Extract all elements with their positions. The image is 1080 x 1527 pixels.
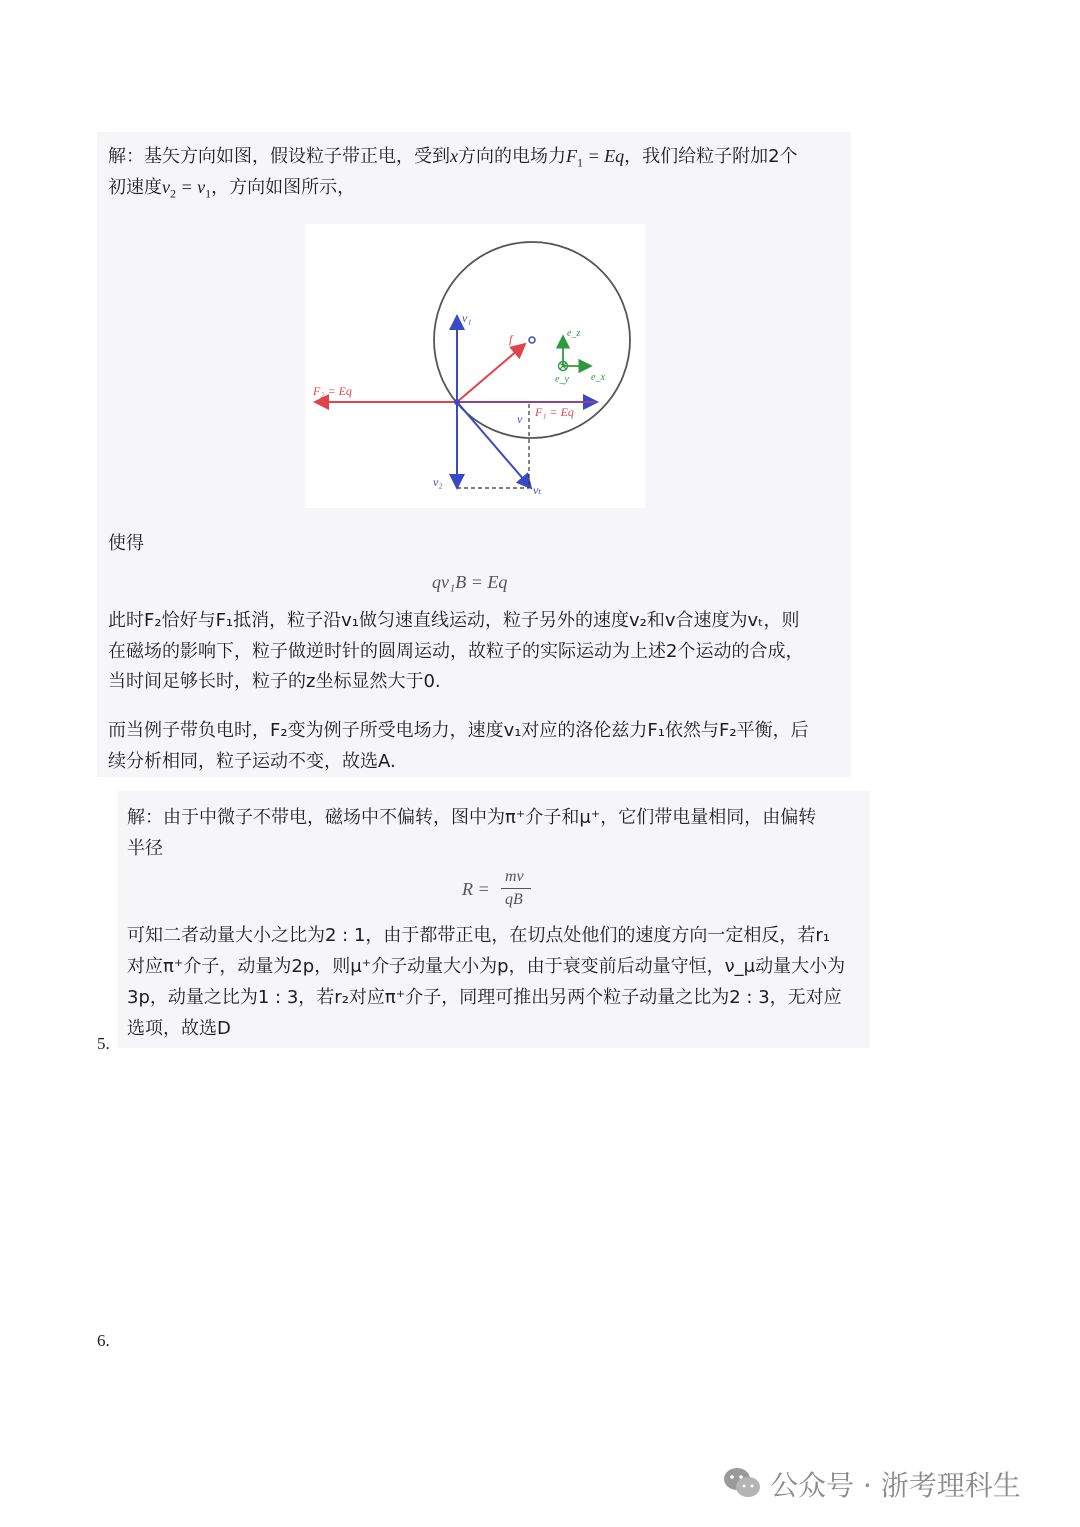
question-number-5: 5. [97, 1034, 110, 1053]
sol2-l2: 半径 [127, 838, 163, 859]
sol1-p4: 而当例子带负电时，F₂变为例子所受电场力，速度v₁对应的洛伦兹力F₁依然与F₂平衡，后 [108, 720, 809, 741]
sol2-l3: 可知二者动量大小之比为2 : 1，由于都带正电，在切点处他们的速度方向一定相反，若r₁ [127, 925, 831, 946]
sol1-formula: qv₁B = Eq [432, 572, 508, 592]
origin-point [454, 399, 460, 405]
sol1-line2: 初速度$v_2 = v_1$，方向如图所示， [108, 177, 356, 201]
label-v1: v₁ [462, 311, 472, 325]
label-F1: F₁ = Eq [535, 405, 574, 419]
fraction-bar [501, 888, 531, 889]
sol1-p5: 续分析相同，粒子运动不变，故选A. [108, 751, 396, 772]
label-ex: e_x [591, 372, 605, 383]
label-ey: e_y [555, 374, 569, 385]
sol2-l4: 对应π⁺介子，动量为2p，则μ⁺介子动量大小为p，由于衰变前后动量守恒，ν_μ动量大小为 [127, 956, 846, 977]
sol1-line1: 解：基矢方向如图，假设粒子带正电，受到x方向的电场力$F_1 = Eq$，我们给粒子附加2个 [108, 146, 798, 170]
question-number-6: 6. [97, 1331, 110, 1350]
vector-diagram [305, 224, 645, 508]
sol2-l5: 3p，动量之比为1 : 3，若r₂对应π⁺介子，同理可推出另两个粒子动量之比为2 : 3，无对应 [127, 987, 842, 1008]
label-ez: e_z [567, 328, 581, 339]
label-v: v [517, 412, 523, 426]
sol2-l6: 选项，故选D [127, 1018, 231, 1039]
label-F2: F₂ = Eq [313, 384, 352, 398]
label-f: f [509, 332, 513, 346]
sol1-make: 使得 [108, 533, 144, 554]
f-arrow [457, 344, 525, 402]
sol1-p3: 当时间足够长时，粒子的z坐标显然大于0. [108, 671, 441, 692]
center-point [529, 337, 535, 343]
label-v2: v₂ [433, 475, 443, 489]
sol2-formula-lhs: R = [462, 879, 490, 899]
vector-diagram-svg [305, 224, 645, 508]
sol2-formula-den: qB [505, 891, 523, 908]
sol2-formula-num: mv [505, 868, 524, 885]
watermark-text: 公众号 · 浙考理科生 [770, 1469, 1021, 1502]
sol1-p2: 在磁场的影响下，粒子做逆时针的圆周运动，故粒子的实际运动为上述2个运动的合成， [108, 641, 804, 662]
sol2-l1: 解：由于中微子不带电，磁场中不偏转，图中为π⁺介子和μ⁺，它们带电量相同，由偏转 [127, 807, 817, 828]
sol1-p1: 此时F₂恰好与F₁抵消，粒子沿v₁做匀速直线运动，粒子另外的速度v₂和v合速度为vₜ，则 [108, 610, 800, 631]
label-vt: vₜ [533, 483, 542, 497]
wechat-icon [722, 1466, 762, 1500]
